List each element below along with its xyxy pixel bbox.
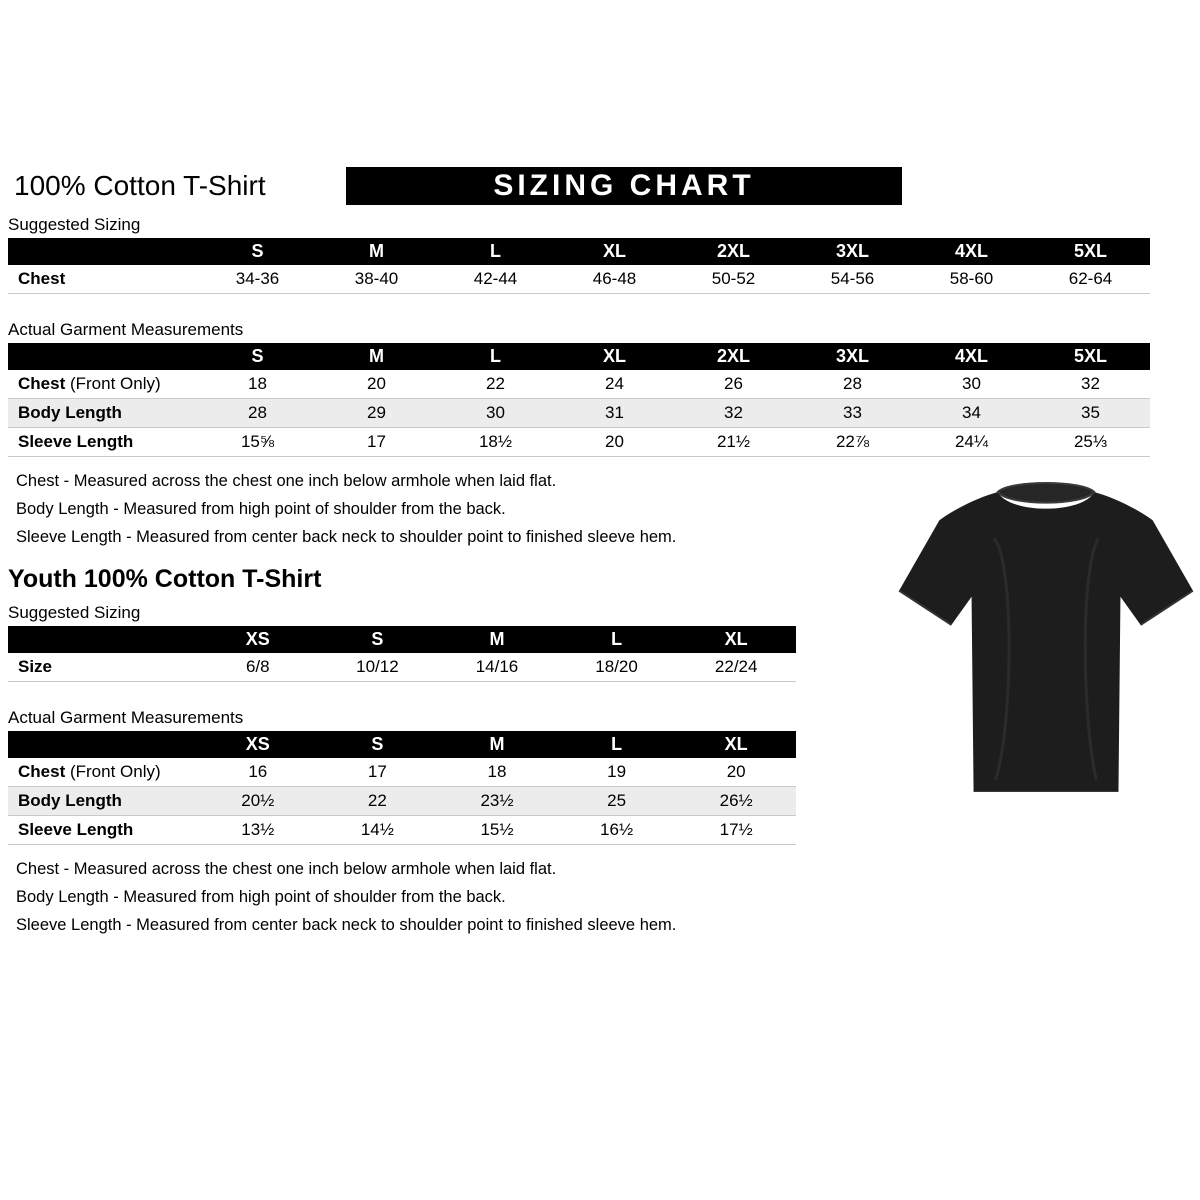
page-title: 100% Cotton T-Shirt — [14, 170, 266, 201]
youth-section-title: Youth 100% Cotton T-Shirt — [8, 565, 322, 593]
table-header-row — [8, 343, 1150, 370]
body-length-note: Body Length - Measured from high point of shoulder from the back. — [16, 500, 506, 518]
tshirt-graphic — [893, 478, 1195, 810]
measurement-cell: 18 — [437, 758, 557, 787]
table-row — [8, 370, 1150, 399]
table-header-row — [8, 626, 796, 653]
size-column-header: M — [437, 626, 557, 653]
row-label: Chest — [8, 265, 198, 294]
measurement-cell: 54-56 — [793, 265, 912, 294]
size-column-header: M — [317, 343, 436, 370]
title-row — [8, 166, 1200, 206]
tshirt-product-image — [893, 478, 1195, 810]
measurement-cell: 20 — [317, 370, 436, 399]
size-column-header: 4XL — [912, 343, 1031, 370]
row-label: Body Length — [8, 787, 198, 816]
measurement-cell: 26½ — [676, 787, 796, 816]
size-column-header: 5XL — [1031, 343, 1150, 370]
measurement-cell: 22 — [436, 370, 555, 399]
measurement-cell: 15½ — [437, 816, 557, 845]
measurement-cell: 42-44 — [436, 265, 555, 294]
size-column-header: 2XL — [674, 343, 793, 370]
size-column-header: XL — [676, 626, 796, 653]
size-column-header: XS — [198, 731, 318, 758]
header-corner-cell — [8, 626, 198, 653]
measurement-cell: 29 — [317, 399, 436, 428]
measurement-cell: 10/12 — [318, 653, 438, 682]
measurement-cell: 16½ — [557, 816, 677, 845]
row-label: Size — [8, 653, 198, 682]
size-column-header: XL — [555, 238, 674, 265]
sizing-chart-banner: SIZING CHART — [346, 167, 902, 205]
measurement-cell: 23½ — [437, 787, 557, 816]
size-column-header: 3XL — [793, 238, 912, 265]
measurement-cell: 38-40 — [317, 265, 436, 294]
adult-suggested-sizing-table — [8, 238, 1200, 294]
measurement-cell: 24 — [555, 370, 674, 399]
header-corner-cell — [8, 238, 198, 265]
measurement-cell: 25⅓ — [1031, 428, 1150, 457]
size-column-header: L — [436, 343, 555, 370]
table-row — [8, 653, 796, 682]
size-column-header: 4XL — [912, 238, 1031, 265]
table-row — [8, 758, 796, 787]
body-length-note: Body Length - Measured from high point of shoulder from the back. — [16, 888, 506, 906]
size-table — [8, 731, 796, 845]
adult-actual-measurements-table — [8, 343, 1200, 457]
table-row — [8, 428, 1150, 457]
row-label: Chest (Front Only) — [8, 370, 198, 399]
size-column-header: L — [557, 731, 677, 758]
measurement-cell: 17 — [318, 758, 438, 787]
size-column-header: S — [198, 238, 317, 265]
youth-measurement-notes — [16, 855, 1200, 939]
youth-suggested-sizing-label: Suggested Sizing — [8, 603, 141, 622]
measurement-cell: 16 — [198, 758, 318, 787]
size-table — [8, 238, 1150, 294]
measurement-cell: 19 — [557, 758, 677, 787]
sleeve-length-note: Sleeve Length - Measured from center back neck to shoulder point to finished sleeve hem. — [16, 528, 677, 546]
size-column-header: S — [198, 343, 317, 370]
size-column-header: 3XL — [793, 343, 912, 370]
measurement-cell: 32 — [1031, 370, 1150, 399]
measurement-cell: 20 — [555, 428, 674, 457]
measurement-cell: 18 — [198, 370, 317, 399]
measurement-cell: 17½ — [676, 816, 796, 845]
measurement-cell: 62-64 — [1031, 265, 1150, 294]
measurement-cell: 21½ — [674, 428, 793, 457]
measurement-cell: 30 — [912, 370, 1031, 399]
measurement-cell: 22/24 — [676, 653, 796, 682]
measurement-cell: 15⅝ — [198, 428, 317, 457]
measurement-cell: 14/16 — [437, 653, 557, 682]
measurement-cell: 18/20 — [557, 653, 677, 682]
size-column-header: XS — [198, 626, 318, 653]
measurement-cell: 28 — [198, 399, 317, 428]
measurement-cell: 32 — [674, 399, 793, 428]
size-column-header: S — [318, 731, 438, 758]
measurement-cell: 50-52 — [674, 265, 793, 294]
measurement-cell: 34 — [912, 399, 1031, 428]
measurement-cell: 25 — [557, 787, 677, 816]
adult-actual-measurements-label: Actual Garment Measurements — [8, 320, 244, 339]
measurement-cell: 26 — [674, 370, 793, 399]
measurement-cell: 22 — [318, 787, 438, 816]
size-column-header: S — [318, 626, 438, 653]
size-table — [8, 343, 1150, 457]
size-table — [8, 626, 796, 682]
youth-actual-measurements-label: Actual Garment Measurements — [8, 708, 244, 727]
measurement-cell: 22⅞ — [793, 428, 912, 457]
measurement-cell: 30 — [436, 399, 555, 428]
measurement-cell: 33 — [793, 399, 912, 428]
size-column-header: XL — [676, 731, 796, 758]
measurement-cell: 6/8 — [198, 653, 318, 682]
size-column-header: L — [557, 626, 677, 653]
measurement-cell: 35 — [1031, 399, 1150, 428]
sleeve-length-note: Sleeve Length - Measured from center back neck to shoulder point to finished sleeve hem. — [16, 916, 677, 934]
size-column-header: M — [317, 238, 436, 265]
measurement-cell: 31 — [555, 399, 674, 428]
size-column-header: 5XL — [1031, 238, 1150, 265]
measurement-cell: 17 — [317, 428, 436, 457]
measurement-cell: 18½ — [436, 428, 555, 457]
size-column-header: 2XL — [674, 238, 793, 265]
measurement-cell: 13½ — [198, 816, 318, 845]
measurement-cell: 20 — [676, 758, 796, 787]
measurement-cell: 28 — [793, 370, 912, 399]
table-row — [8, 816, 796, 845]
row-label: Sleeve Length — [8, 428, 198, 457]
size-column-header: XL — [555, 343, 674, 370]
table-header-row — [8, 238, 1150, 265]
chest-note: Chest - Measured across the chest one inch below armhole when laid flat. — [16, 472, 557, 490]
measurement-cell: 20½ — [198, 787, 318, 816]
table-row — [8, 787, 796, 816]
adult-suggested-sizing-label: Suggested Sizing — [8, 215, 141, 234]
measurement-cell: 14½ — [318, 816, 438, 845]
row-label: Chest (Front Only) — [8, 758, 198, 787]
measurement-cell: 34-36 — [198, 265, 317, 294]
table-row — [8, 265, 1150, 294]
size-column-header: M — [437, 731, 557, 758]
table-header-row — [8, 731, 796, 758]
row-label: Body Length — [8, 399, 198, 428]
row-label: Sleeve Length — [8, 816, 198, 845]
size-column-header: L — [436, 238, 555, 265]
table-row — [8, 399, 1150, 428]
measurement-cell: 58-60 — [912, 265, 1031, 294]
measurement-cell: 46-48 — [555, 265, 674, 294]
header-corner-cell — [8, 343, 198, 370]
measurement-cell: 24¼ — [912, 428, 1031, 457]
header-corner-cell — [8, 731, 198, 758]
chest-note: Chest - Measured across the chest one inch below armhole when laid flat. — [16, 860, 557, 878]
